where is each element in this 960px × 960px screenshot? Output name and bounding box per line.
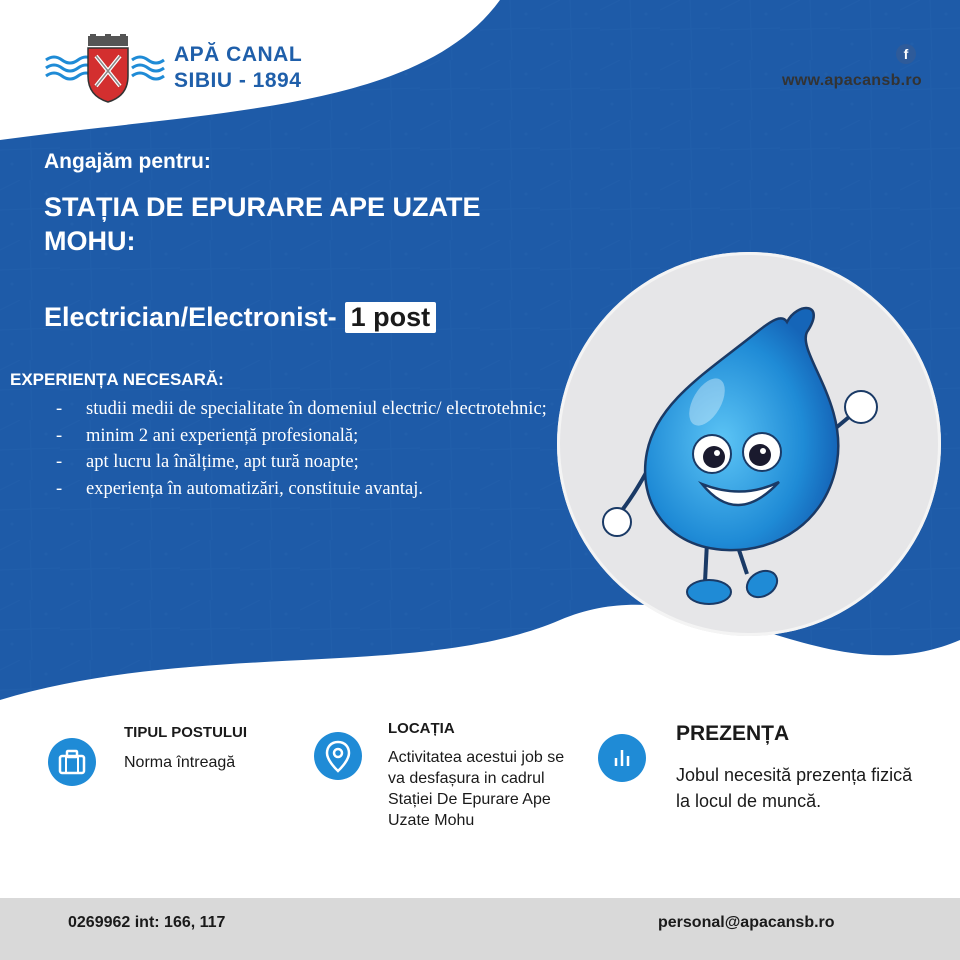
requirements-title: EXPERIENȚA NECESARĂ: [10,370,224,389]
water-drop-mascot-icon [557,252,941,636]
coat-of-arms-icon [44,34,174,104]
facebook-icon[interactable]: f [896,44,916,64]
positions-count: 1 post [345,302,437,333]
location-pin-icon [314,732,362,780]
requirement-item: - apt lucru la înălțime, apt tură noapte; [50,449,550,476]
job-role [44,302,436,333]
footer-phone: 0269962 int: 166, 117 [68,914,226,931]
requirement-item: - minim 2 ani experiență profesională; [50,423,550,450]
brand-name [174,42,302,94]
bar-chart-icon [598,734,646,782]
presence-title: PREZENȚA [676,722,790,745]
briefcase-icon [48,738,96,786]
presence-value: Jobul necesită prezența fizică la locul de muncă. [676,765,913,811]
hiring-intro: Angajăm pentru: [44,150,211,173]
website-link[interactable]: www.apacansb.ro [782,72,922,89]
job-type-title: TIPUL POSTULUI [124,724,248,741]
requirement-item: - studii medii de specialitate în domeniul electric/ electrotehnic; [50,396,550,423]
station-title [44,190,564,258]
job-role-title: Electrician/Electronist- [44,302,337,332]
job-type-value: Norma întreagă [124,754,236,771]
company-logo [44,34,314,104]
requirements-list [50,396,550,502]
footer-email[interactable]: personal@apacansb.ro [658,914,835,931]
brand-line-1: APĂ CANAL [174,43,303,66]
location-title: LOCAȚIA [388,720,455,737]
station-title-line-1: STAȚIA DE EPURARE APE UZATE [44,192,481,222]
requirement-item: - experiența în automatizări, constituie avantaj. [50,476,550,503]
station-title-line-2: MOHU: [44,226,136,256]
brand-line-2: SIBIU - 1894 [174,69,302,92]
location-value: Activitatea acestui job se va desfașura in cadrul Stației De Epurare Ape Uzate Mohu [388,749,565,829]
